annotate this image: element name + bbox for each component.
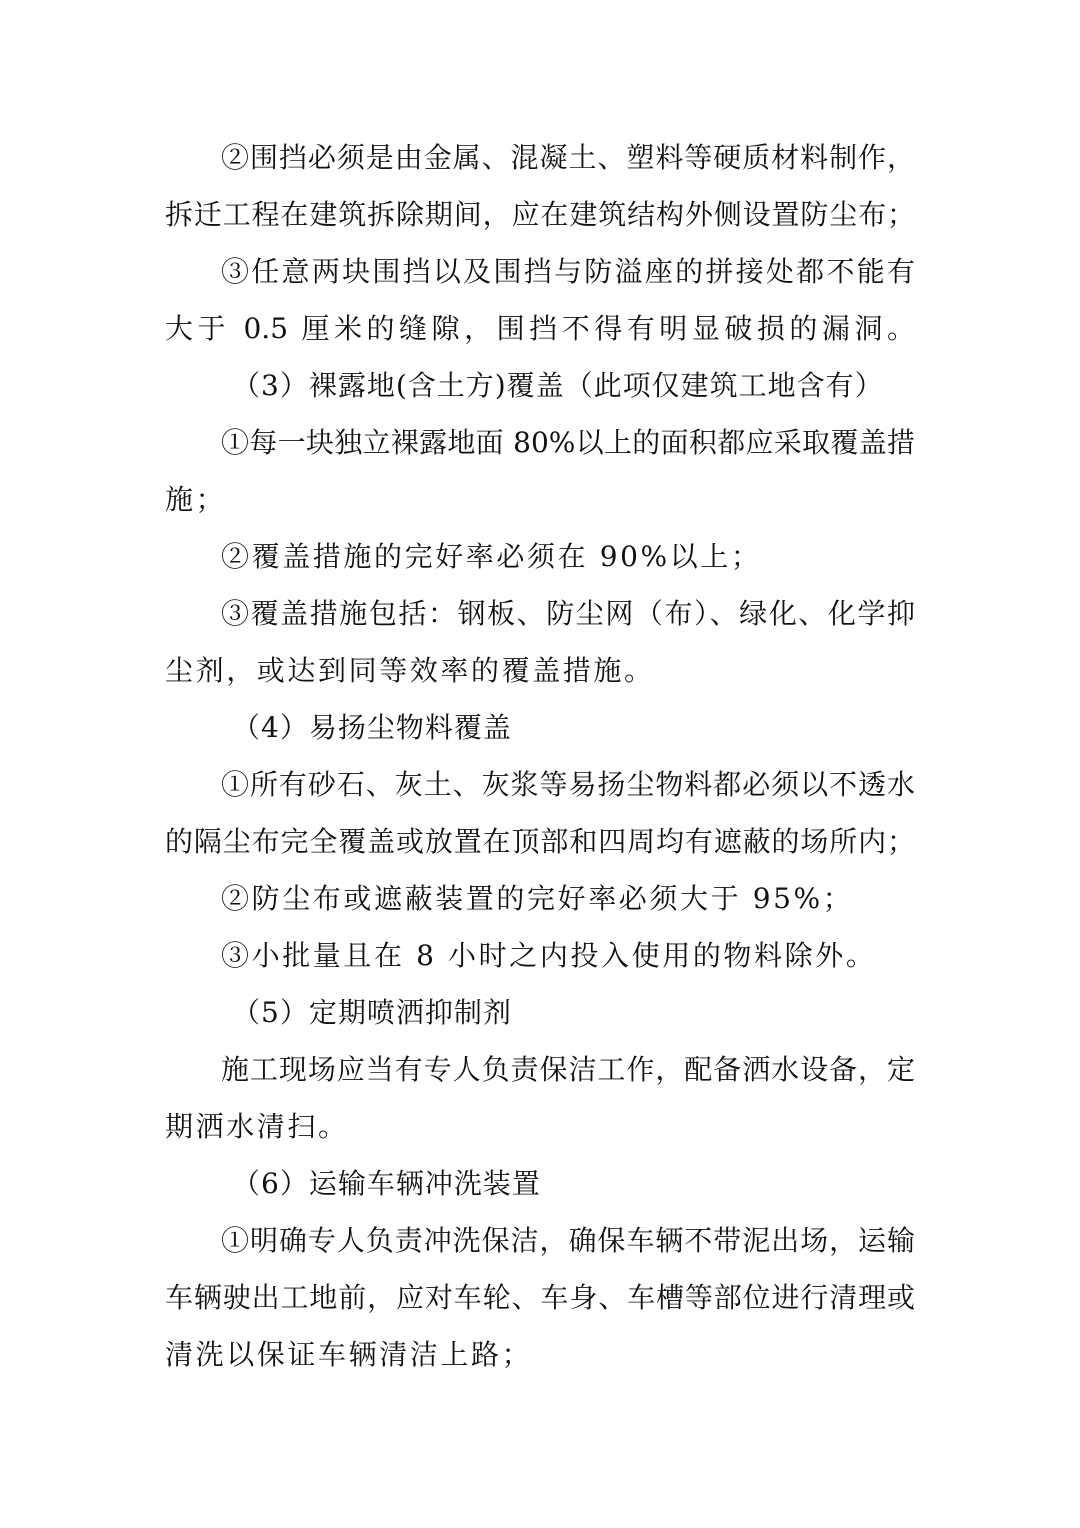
paragraph-line: ①每一块独立裸露地面 80%以上的面积都应采取覆盖措	[221, 426, 915, 459]
paragraph-line: ②覆盖措施的完好率必须在 90%以上；	[221, 540, 762, 573]
section-heading: （6）运输车辆冲洗装置	[232, 1167, 541, 1200]
paragraph-line: ①所有砂石、灰土、灰浆等易扬尘物料都必须以不透水	[221, 768, 915, 801]
paragraph-line: 清洗以保证车辆清洁上路；	[165, 1338, 533, 1371]
paragraph-line: 的隔尘布完全覆盖或放置在顶部和四周均有遮蔽的场所内；	[165, 825, 915, 858]
paragraph-line: ②围挡必须是由金属、混凝土、塑料等硬质材料制作，	[221, 141, 915, 174]
paragraph-line: ①明确专人负责冲洗保洁，确保车辆不带泥出场，运输	[221, 1224, 915, 1257]
paragraph-line: ②防尘布或遮蔽装置的完好率必须大于 95%；	[221, 882, 854, 915]
paragraph-line: ③小批量且在 8 小时之内投入使用的物料除外。	[221, 939, 877, 972]
paragraph-line: 车辆驶出工地前，应对车轮、车身、车槽等部位进行清理或	[165, 1281, 915, 1314]
paragraph-line: 拆迁工程在建筑拆除期间，应在建筑结构外侧设置防尘布；	[165, 198, 915, 231]
paragraph-line: 期洒水清扫。	[165, 1110, 349, 1143]
paragraph-line: ③任意两块围挡以及围挡与防溢座的拼接处都不能有	[221, 255, 915, 288]
paragraph-line: 大于 0.5 厘米的缝隙，围挡不得有明显破损的漏洞。	[165, 312, 915, 345]
section-heading: （3）裸露地(含土方)覆盖（此项仅建筑工地含有）	[232, 369, 884, 402]
paragraph-line: 尘剂，或达到同等效率的覆盖措施。	[165, 654, 655, 687]
section-heading: （4）易扬尘物料覆盖	[232, 711, 512, 744]
paragraph-line: 施；	[165, 483, 227, 516]
section-heading: （5）定期喷洒抑制剂	[232, 996, 512, 1029]
paragraph-line: ③覆盖措施包括：钢板、防尘网（布）、绿化、化学抑	[221, 597, 915, 630]
paragraph-line: 施工现场应当有专人负责保洁工作，配备洒水设备，定	[221, 1053, 915, 1086]
